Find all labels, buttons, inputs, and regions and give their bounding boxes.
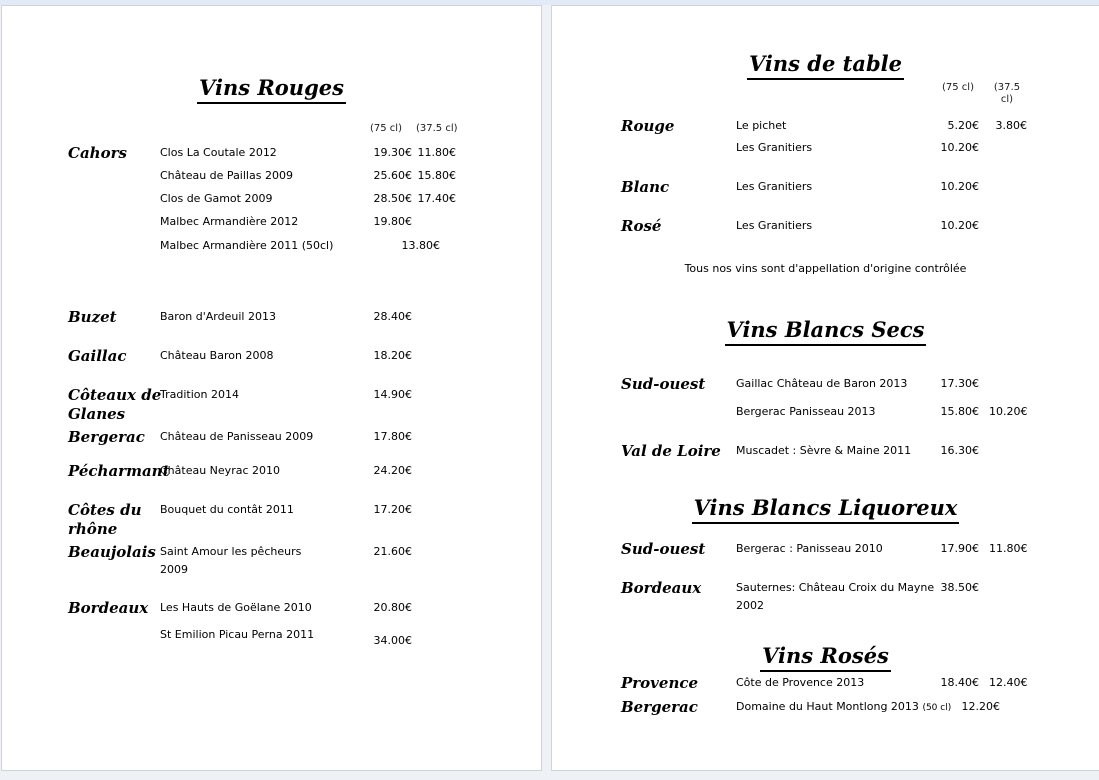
price-37-5cl: 11.80€: [417, 146, 456, 159]
region-label: Cahors: [68, 144, 127, 162]
price-75cl: 20.80€: [373, 601, 412, 614]
price-75cl: 17.30€: [940, 377, 979, 390]
section-title: Vins Blancs Liquoreux: [692, 495, 960, 524]
header-75cl: (75 cl): [942, 82, 974, 93]
wine-name: Château de Panisseau 2009: [160, 430, 314, 443]
price-75cl: 17.20€: [373, 503, 412, 516]
wine-name: Malbec Armandière 2011 (50cl): [160, 239, 334, 252]
region-label: Blanc: [621, 178, 670, 196]
region-label: Beaujolais: [68, 543, 156, 561]
wine-name: Château Neyrac 2010: [160, 464, 280, 477]
price-37-5cl: 17.40€: [417, 192, 456, 205]
region-label: Rosé: [621, 217, 662, 235]
region-label: Pécharmant: [68, 462, 170, 480]
price-75cl: 5.20€: [947, 119, 979, 132]
price-75cl: 28.50€: [373, 192, 412, 205]
price-75cl: 24.20€: [373, 464, 412, 477]
section-title: Vins Rouges: [197, 75, 346, 104]
wine-name: Muscadet : Sèvre & Maine 2011: [736, 444, 912, 457]
price-37-5cl: 10.20€: [989, 405, 1028, 418]
section-vins-blancs-secs: [552, 317, 1099, 346]
price-75cl: 14.90€: [373, 388, 412, 401]
price-75cl: 16.30€: [940, 444, 979, 457]
region-label: Gaillac: [68, 347, 127, 365]
wine-name: Les Granitiers: [736, 180, 813, 193]
price-75cl: 18.40€: [940, 676, 979, 689]
region-label: Bordeaux: [621, 579, 702, 597]
appellation-note: Tous nos vins sont d'appellation d'origine contrôlée: [684, 262, 967, 275]
wine-name: Saint Amour les pêcheurs 2009: [160, 545, 302, 576]
region-label: Bergerac: [621, 698, 698, 716]
wine-name: St Emilion Picau Perna 2011: [160, 628, 315, 641]
wine-name: Château de Paillas 2009: [160, 169, 293, 182]
price-75cl: 19.80€: [373, 215, 412, 228]
price-75cl: 18.20€: [373, 349, 412, 362]
wine-name: Tradition 2014: [160, 388, 239, 401]
header-37-5cl: (37.5 cl): [993, 82, 1021, 105]
price-75cl: 10.20€: [940, 219, 979, 232]
header-75cl: (75 cl): [370, 123, 402, 134]
price-75cl: 15.80€: [940, 405, 979, 418]
wine-name: Château Baron 2008: [160, 349, 274, 362]
wine-name-text: Domaine du Haut Montlong 2013: [736, 700, 919, 713]
price-75cl: 17.90€: [940, 542, 979, 555]
region-label: Côteaux de Glanes: [68, 386, 162, 423]
price-75cl: 10.20€: [940, 180, 979, 193]
header-37-5cl: (37.5 cl): [416, 123, 458, 134]
section-vins-rouges: [2, 75, 541, 104]
region-label: Côtes du rhône: [68, 501, 142, 538]
region-label: Sud-ouest: [621, 375, 706, 393]
price-37-5cl: 12.40€: [989, 676, 1028, 689]
wine-name: Sauternes: Château Croix du Mayne 2002: [736, 581, 935, 612]
price-75cl: 10.20€: [940, 141, 979, 154]
wine-name: Bergerac : Panisseau 2010: [736, 542, 883, 555]
price-37-5cl: 3.80€: [995, 119, 1027, 132]
wine-name: Les Granitiers: [736, 141, 813, 154]
wine-name: Clos de Gamot 2009: [160, 192, 273, 205]
price-75cl: 21.60€: [373, 545, 412, 558]
section-title: Vins Rosés: [760, 643, 891, 672]
wine-name: Les Granitiers: [736, 219, 813, 232]
region-label: Bordeaux: [68, 599, 149, 617]
section-vins-roses: [552, 643, 1099, 672]
size-note: (50 cl): [922, 703, 952, 713]
wine-name: Le pichet: [736, 119, 787, 132]
wine-name: Baron d'Ardeuil 2013: [160, 310, 276, 323]
price-37-5cl: 11.80€: [989, 542, 1028, 555]
section-title: Vins de table: [747, 51, 904, 80]
section-vins-de-table: [552, 51, 1099, 80]
wine-name: Bergerac Panisseau 2013: [736, 405, 876, 418]
price-75cl: 34.00€: [373, 634, 412, 647]
region-label: Val de Loire: [621, 442, 721, 460]
wine-name: Gaillac Château de Baron 2013: [736, 377, 908, 390]
price-75cl: 28.40€: [373, 310, 412, 323]
wine-name: Clos La Coutale 2012: [160, 146, 277, 159]
price-75cl: 19.30€: [373, 146, 412, 159]
region-label: Rouge: [621, 117, 675, 135]
price-75cl: 38.50€: [940, 581, 979, 594]
section-title: Vins Blancs Secs: [725, 317, 927, 346]
region-label: Sud-ouest: [621, 540, 706, 558]
menu-page-left: [1, 5, 542, 771]
wine-name: Les Hauts de Goëlane 2010: [160, 601, 312, 614]
wine-name: Côte de Provence 2013: [736, 676, 865, 689]
price-50cl: 13.80€: [401, 239, 440, 252]
price-75cl: 25.60€: [373, 169, 412, 182]
menu-page-right: [551, 5, 1099, 771]
price-75cl: 17.80€: [373, 430, 412, 443]
wine-name: Malbec Armandière 2012: [160, 215, 299, 228]
region-label: Bergerac: [68, 428, 145, 446]
section-vins-blancs-liquoreux: [552, 495, 1099, 524]
region-label: Provence: [621, 674, 699, 692]
price-50cl: 12.20€: [961, 700, 1000, 713]
wine-name: Bouquet du contât 2011: [160, 503, 294, 516]
region-label: Buzet: [68, 308, 117, 326]
price-37-5cl: 15.80€: [417, 169, 456, 182]
